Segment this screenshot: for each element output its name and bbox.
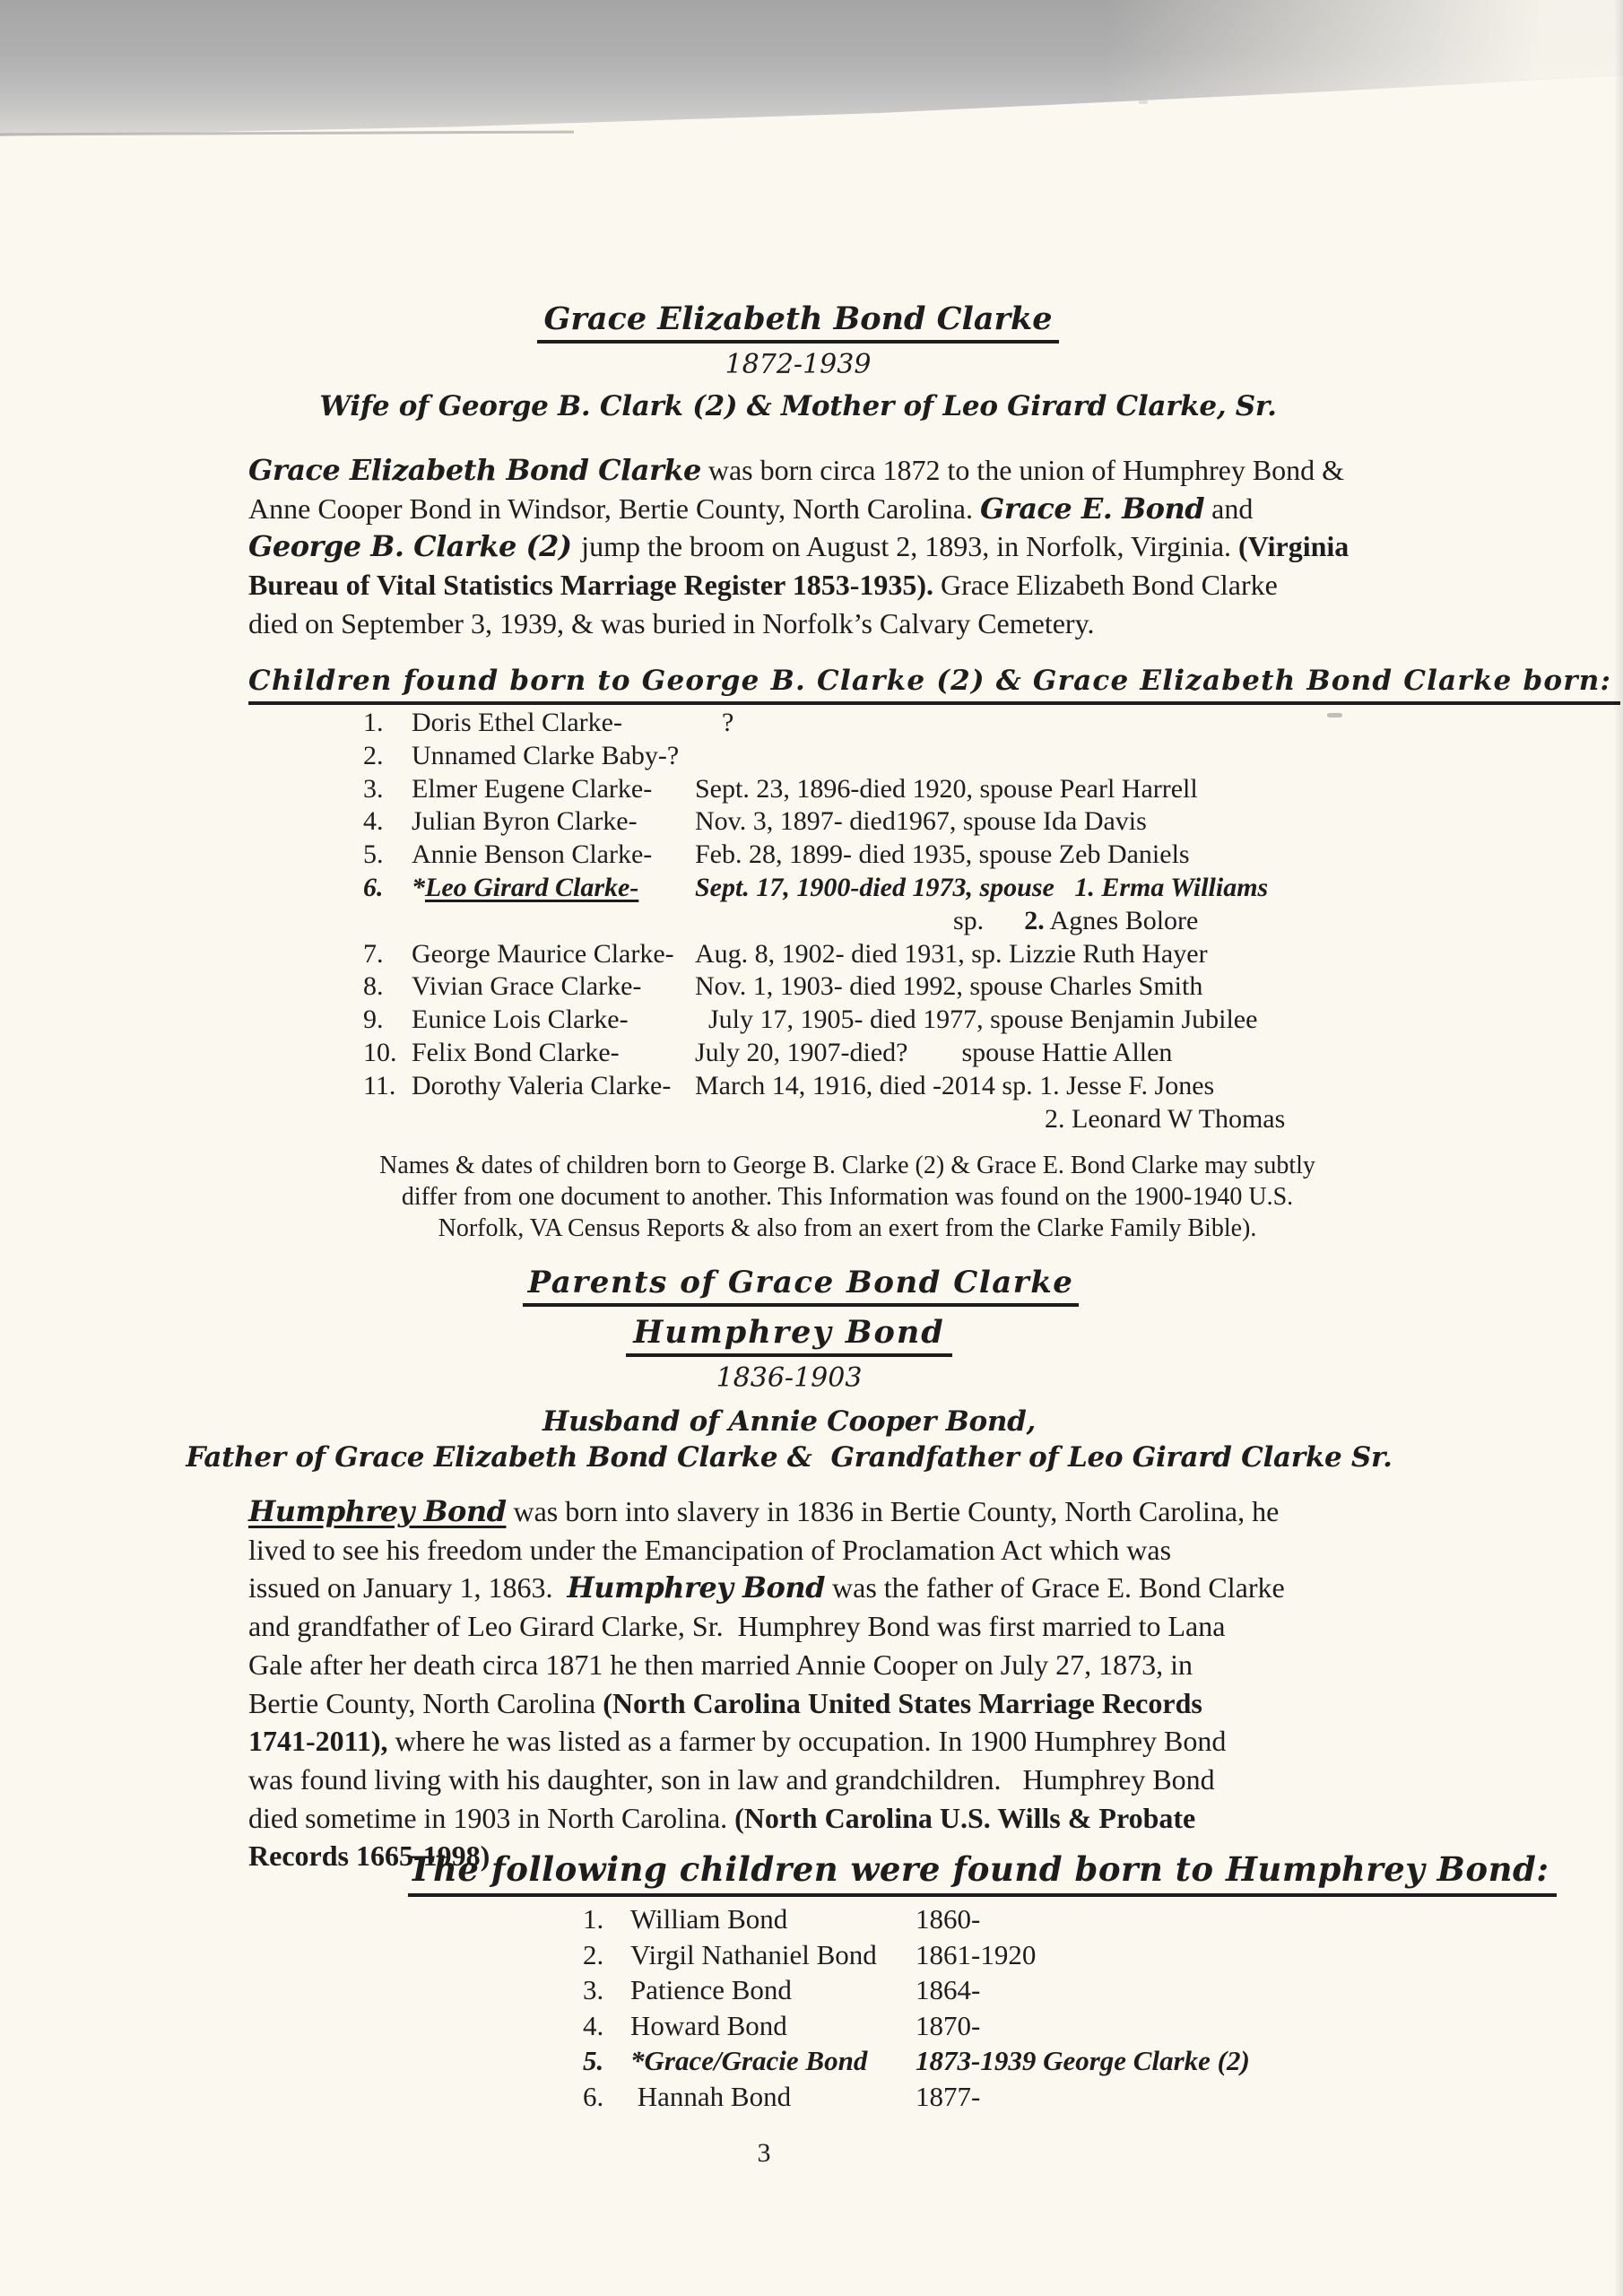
person-name: [412, 938, 695, 971]
note-line: Norfolk, VA Census Reports & also from an exert from the Clarke Family Bible).: [438, 1214, 1257, 1242]
page-title: Grace Elizabeth Bond Clarke: [537, 301, 1060, 344]
person-dates-spouse: [695, 805, 1147, 839]
text-line: [248, 1492, 1396, 1531]
person-dates-spouse: [916, 1972, 980, 2008]
text-run: Vivian Grace Clarke-: [412, 971, 642, 1002]
note-line: differ from one document to another. This Information was found on the 1900-1940 U.S.: [401, 1183, 1294, 1211]
text-line: [248, 1607, 1396, 1646]
text-run: Patience Bond: [630, 1974, 792, 2006]
text-run: George Maurice Clarke-: [412, 938, 674, 969]
text-run: Doris Ethel Clarke-: [412, 708, 622, 737]
text-run: 2.: [1024, 905, 1045, 935]
note-paragraph: [278, 1150, 1417, 1244]
section-heading-text: Children found born to George B. Clarke (2) & Grace Elizabeth Bond Clarke born:: [248, 664, 1620, 705]
text-line: [248, 566, 1396, 604]
list-item-number: 10.: [363, 1037, 397, 1067]
paragraph-humphrey-biography: [248, 1492, 1396, 1875]
text-run: 1864-: [916, 1974, 981, 2006]
text-run: Leo Girard Clarke-: [425, 872, 639, 902]
person-dates-spouse: [695, 872, 1268, 905]
text-run: sp.: [953, 905, 1025, 935]
list-item: [0, 805, 1623, 839]
person-dates-spouse: [695, 970, 1202, 1004]
person-dates-spouse: [916, 2043, 1250, 2079]
text-run: Humphrey Bond: [248, 1494, 507, 1528]
list-item-number: 1.: [583, 1903, 604, 1935]
page-number: 3: [757, 2138, 771, 2168]
person-name: [412, 805, 695, 839]
text-run: *Grace/Gracie Bond: [630, 2045, 868, 2077]
text-run: Unnamed Clarke Baby-?: [412, 740, 680, 770]
person-dates-spouse: [695, 773, 1198, 806]
person-dates-spouse: [695, 839, 1190, 872]
text-line: [248, 1646, 1396, 1684]
section-heading-text: Parents of Grace Bond Clarke: [523, 1265, 1080, 1307]
text-run: March 14, 1916, died -2014 sp. 1. Jesse F. Jones: [695, 1070, 1215, 1100]
text-run: 1877-: [916, 2080, 981, 2112]
list-item: [0, 2079, 1623, 2115]
list-item: [0, 1070, 1623, 1103]
list-item: [0, 839, 1623, 872]
text-run: Bureau of Vital Statistics Marriage Register 1853-1935).: [248, 569, 934, 602]
list-item-number: 5.: [363, 839, 384, 870]
text-run: Annie Benson Clarke-: [412, 839, 653, 870]
text-run: Gale after her death circa 1871 he then married Annie Cooper on July 27, 1873, in: [248, 1648, 1193, 1681]
text-run: and: [1204, 491, 1254, 525]
text-run: Humphrey Bond: [567, 1570, 825, 1605]
list-item-number: 8.: [363, 971, 384, 1002]
list-item-number: 1.: [363, 708, 384, 737]
text-line: [248, 1761, 1396, 1799]
person-dates-spouse: [916, 1901, 980, 1937]
text-run: Sept. 17, 1900-died 1973, spouse 1. Erma Williams: [695, 872, 1269, 902]
person-dates-spouse: [695, 938, 1208, 971]
text-run: Julian Byron Clarke-: [412, 806, 638, 837]
person-name: [412, 740, 695, 773]
text-line: [248, 1569, 1396, 1607]
text-run: July 20, 1907-died? spouse Hattie Allen: [695, 1037, 1173, 1067]
list-item: [0, 1037, 1623, 1070]
list-item-number: 6.: [363, 872, 384, 902]
humphrey-bond-masthead: [0, 1315, 1601, 1475]
text-line: [248, 1722, 1396, 1761]
text-run: (North Carolina United States Marriage Records: [603, 1686, 1202, 1719]
note-line: Names & dates of children born to George B. Clarke (2) & Grace E. Bond Clarke may subtly: [379, 1152, 1315, 1179]
text-line: [248, 1531, 1396, 1570]
text-run: George B. Clarke (2): [248, 529, 582, 564]
text-run: died sometime in 1903 in North Carolina.: [248, 1801, 735, 1834]
text-run: where he was listed as a farmer by occupation. In 1900 Humphrey Bond: [387, 1725, 1227, 1758]
text-run: jump the broom on August 2, 1893, in Norfolk, Virginia.: [581, 530, 1239, 563]
list-item-number: 11.: [363, 1070, 396, 1100]
page-subtitle: Wife of George B. Clark (2) & Mother of Leo Girard Clarke, Sr.: [319, 390, 1277, 422]
person-name: [412, 970, 695, 1004]
person-name: [412, 1037, 695, 1070]
text-run: Grace E. Bond: [980, 491, 1205, 526]
text-run: 1870-: [916, 2009, 981, 2041]
person-name: [630, 2008, 916, 2044]
scan-artifact-top-band: [0, 0, 1623, 136]
list-item-number: 2.: [363, 740, 384, 770]
text-run: lived to see his freedom under the Emancipation of Proclamation Act which was: [248, 1533, 1172, 1566]
life-years: 1872-1939: [725, 349, 872, 380]
list-item: [0, 773, 1623, 806]
list-item-number: 4.: [583, 2009, 604, 2041]
text-run: Agnes Bolore: [1044, 905, 1199, 935]
list-item: [0, 938, 1623, 971]
list-item: [0, 740, 1623, 773]
text-run: Dorothy Valeria Clarke-: [412, 1070, 678, 1100]
text-run: *: [412, 872, 425, 902]
list-item: [0, 2043, 1623, 2079]
list-item-number: 2.: [583, 1938, 604, 1970]
bond-children-list: [0, 1901, 1623, 2115]
role-line: Husband of Annie Cooper Bond,: [542, 1405, 1036, 1438]
person-name: [630, 1972, 916, 2008]
person-dates-spouse: [916, 2079, 980, 2115]
list-item-number: 5.: [583, 2045, 604, 2077]
person-name: [412, 773, 695, 806]
text-run: Feb. 28, 1899- died 1935, spouse Zeb Daniels: [695, 839, 1190, 870]
person-dates-spouse: [695, 1070, 1214, 1103]
person-dates-spouse: [916, 2008, 980, 2044]
text-run: died on September 3, 1939, & was buried in Norfolk’s Calvary Cemetery.: [248, 606, 1095, 639]
text-run: Nov. 3, 1897- died1967, spouse Ida Davis: [695, 806, 1147, 837]
text-run: (Virginia: [1238, 530, 1350, 563]
text-run: 1873-1939 George Clarke (2): [916, 2045, 1250, 2077]
text-run: and grandfather of Leo Girard Clarke, Sr. Humphrey Bond was first married to Lana: [248, 1610, 1226, 1643]
text-run: Howard Bond: [630, 2009, 787, 2041]
text-run: Hannah Bond: [630, 2080, 792, 2112]
life-years: 1836-1903: [716, 1362, 863, 1394]
text-run: Grace Elizabeth Bond Clarke: [933, 569, 1278, 602]
text-run: Bertie County, North Carolina: [248, 1686, 603, 1719]
text-run: Virgil Nathaniel Bond: [630, 1938, 884, 1970]
list-item-number: 9.: [363, 1004, 384, 1035]
spouse-line: [0, 905, 1623, 938]
text-line: [248, 527, 1396, 566]
text-line: [248, 451, 1396, 490]
person-name: [630, 1901, 916, 1937]
text-run: (North Carolina U.S. Wills & Probate: [734, 1801, 1196, 1834]
text-run: was born circa 1872 to the union of Humphrey Bond &: [700, 454, 1345, 486]
person-name: [412, 707, 695, 740]
list-item-number: 6.: [583, 2080, 604, 2112]
person-name: [412, 1004, 695, 1037]
list-item: [0, 2008, 1623, 2044]
person-name: [412, 1070, 695, 1103]
role-line: Father of Grace Elizabeth Bond Clarke & Grandfather of Leo Girard Clarke Sr.: [186, 1441, 1393, 1474]
person-name: [412, 872, 695, 905]
person-dates-spouse: [695, 1004, 1257, 1037]
list-item-number: 7.: [363, 938, 384, 969]
person-name: [630, 2043, 916, 2079]
person-name: [630, 1937, 916, 1973]
person-dates-spouse: [695, 707, 733, 740]
person-name: [412, 839, 695, 872]
section-heading-clarke-children: [248, 664, 1623, 705]
text-run: 1861-1920: [916, 1938, 1037, 1970]
text-line: [248, 604, 1396, 643]
list-item: [0, 1937, 1623, 1973]
paragraph-grace-biography: [248, 451, 1396, 643]
list-item-number: 3.: [363, 773, 384, 804]
scan-artifact-speck: [1139, 100, 1148, 104]
masthead: [0, 301, 1610, 423]
text-run: Eunice Lois Clarke-: [412, 1004, 629, 1035]
person-dates-spouse: [695, 1037, 1172, 1070]
list-item-number: 3.: [583, 1974, 604, 2006]
text-run: was the father of Grace E. Bond Clarke: [825, 1571, 1285, 1605]
text-run: Elmer Eugene Clarke-: [412, 773, 653, 804]
text-run: 2. Leonard W Thomas: [1045, 1103, 1286, 1134]
text-run: Nov. 1, 1903- died 1992, spouse Charles Smith: [695, 971, 1203, 1002]
text-run: issued on January 1, 1863.: [248, 1571, 568, 1605]
section-heading-parents: [0, 1265, 1612, 1307]
text-line: [248, 1799, 1396, 1838]
list-item-number: 4.: [363, 806, 384, 837]
text-run: Anne Cooper Bond in Windsor, Bertie County, North Carolina.: [248, 491, 980, 525]
list-item: [0, 707, 1623, 740]
list-item: [0, 1901, 1623, 1937]
section-heading-text: The following children were found born to Humphrey Bond:: [408, 1849, 1557, 1897]
text-run: July 17, 1905- died 1977, spouse Benjamin Jubilee: [695, 1004, 1258, 1035]
text-run: Sept. 23, 1896-died 1920, spouse Pearl Harrell: [695, 773, 1198, 804]
person-dates-spouse: [916, 1937, 1036, 1973]
section-heading-bond-children: [408, 1849, 1623, 1897]
text-line: [248, 490, 1396, 528]
text-run: 1741-2011),: [248, 1725, 388, 1758]
text-run: ?: [695, 708, 734, 737]
clarke-children-list: [0, 707, 1623, 1135]
spouse-line: [0, 1103, 1623, 1136]
text-run: was found living with his daughter, son in law and grandchildren. Humphrey Bond: [248, 1762, 1215, 1796]
person-name-heading: Humphrey Bond: [626, 1315, 952, 1357]
text-run: Felix Bond Clarke-: [412, 1037, 620, 1067]
list-item: [0, 1972, 1623, 2008]
list-item: [0, 872, 1623, 905]
text-run: 1860-: [916, 1903, 981, 1935]
text-run: Grace Elizabeth Bond Clarke: [248, 453, 701, 487]
list-item: [0, 1004, 1623, 1037]
list-item: [0, 970, 1623, 1004]
text-run: was born into slavery in 1836 in Bertie County, North Carolina, he: [506, 1495, 1280, 1527]
text-line: [248, 1684, 1396, 1723]
text-run: Aug. 8, 1902- died 1931, sp. Lizzie Ruth Hayer: [695, 938, 1208, 969]
text-run: Records 1665-1998): [248, 1839, 490, 1873]
text-run: William Bond: [630, 1903, 788, 1935]
person-name: [630, 2079, 916, 2115]
